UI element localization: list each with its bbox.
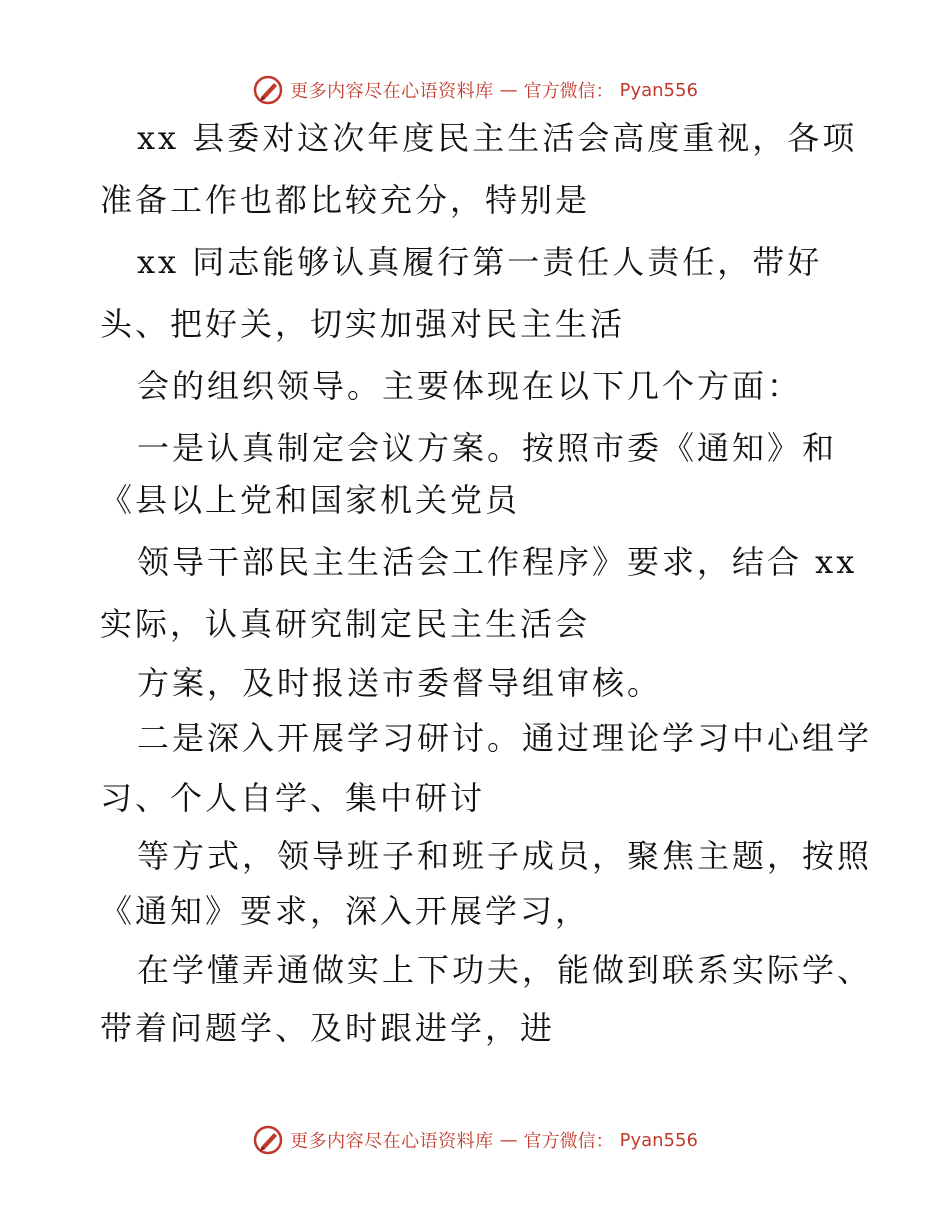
body-line-15: 在学懂弄通做实上下功夫，能做到联系实际学、 bbox=[137, 951, 873, 989]
watermark-text: 更多内容尽在心语资料库 bbox=[290, 1131, 494, 1152]
body-line-11: 二是深入开展学习研讨。通过理论学习中心组学 bbox=[137, 719, 873, 757]
body-line-16: 带着问题学、及时跟进学，进 bbox=[100, 1009, 556, 1047]
watermark-official-label: 官方微信： bbox=[523, 81, 614, 102]
watermark-wechat-id: Pyan556 bbox=[619, 79, 698, 101]
body-line-3: xx 同志能够认真履行第一责任人责任，带好 bbox=[137, 243, 823, 281]
body-line-2: 准备工作也都比较充分，特别是 bbox=[100, 181, 591, 219]
body-line-5: 会的组织领导。主要体现在以下几个方面： bbox=[137, 367, 803, 405]
body-line-7: 《县以上党和国家机关党员 bbox=[100, 481, 521, 519]
body-line-14: 《通知》要求，深入开展学习， bbox=[100, 892, 591, 930]
footer-watermark bbox=[0, 1120, 950, 1160]
header-watermark bbox=[0, 70, 950, 110]
body-line-10: 方案，及时报送市委督导组审核。 bbox=[137, 664, 663, 702]
body-line-13: 等方式，领导班子和班子成员，聚焦主题，按照 bbox=[137, 837, 873, 875]
watermark-wechat-id: Pyan556 bbox=[619, 1129, 698, 1151]
pen-logo-icon bbox=[252, 1124, 284, 1156]
body-line-1: xx 县委对这次年度民主生活会高度重视，各项 bbox=[137, 119, 858, 157]
watermark-dash: — bbox=[499, 1129, 518, 1151]
body-line-6: 一是认真制定会议方案。按照市委《通知》和 bbox=[137, 429, 838, 467]
watermark-text: 更多内容尽在心语资料库 bbox=[290, 81, 494, 102]
watermark-dash: — bbox=[499, 79, 518, 101]
pen-logo-icon bbox=[252, 74, 284, 106]
body-line-4: 头、把好关，切实加强对民主生活 bbox=[100, 305, 626, 343]
body-line-8: 领导干部民主生活会工作程序》要求，结合 xx bbox=[137, 543, 858, 581]
watermark-official-label: 官方微信： bbox=[523, 1131, 614, 1152]
body-line-9: 实际，认真研究制定民主生活会 bbox=[100, 605, 591, 643]
body-line-12: 习、个人自学、集中研讨 bbox=[100, 779, 486, 817]
